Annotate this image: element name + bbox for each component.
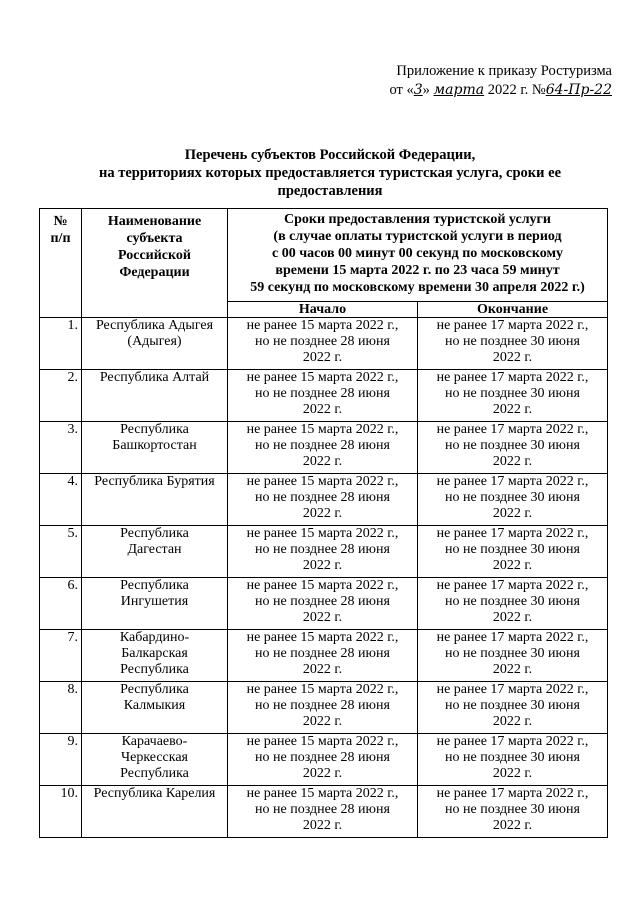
document-title — [70, 146, 590, 200]
appendix-line: Приложение к приказу Ростуризма — [396, 63, 612, 79]
cell-line: Башкортостан — [112, 438, 197, 453]
cell-line: 2022 г. — [302, 350, 343, 365]
title-line: предоставления — [277, 183, 383, 199]
cell-line: 2022 г. — [302, 714, 343, 729]
start-date-cell — [228, 318, 418, 370]
end-date-cell — [418, 370, 608, 422]
cell-line: не ранее 15 марта 2022 г., — [246, 786, 399, 801]
cell-line: но не позднее 28 июня — [255, 386, 390, 401]
cell-line: не ранее 15 марта 2022 г., — [246, 682, 399, 697]
cell-line: но не позднее 28 июня — [255, 646, 390, 661]
cell-line: но не позднее 30 июня — [445, 386, 580, 401]
table-row — [40, 318, 608, 370]
cell-line: Республика — [120, 682, 189, 697]
cell-line: но не позднее 28 июня — [255, 750, 390, 765]
order-date-line — [340, 81, 612, 100]
cell-line: Республика — [120, 662, 189, 677]
handwritten-month: марта — [433, 82, 485, 98]
cell-line: но не позднее 28 июня — [255, 802, 390, 817]
cell-line: Республика — [120, 578, 189, 593]
cell-line: Республика Алтай — [99, 370, 210, 385]
regions-table — [39, 208, 608, 838]
cell-line: Республика — [120, 766, 189, 781]
row-number: 10. — [40, 786, 82, 838]
cell-line: не ранее 15 марта 2022 г., — [246, 422, 399, 437]
end-date-cell — [418, 474, 608, 526]
header-line: п/п — [50, 231, 71, 246]
cell-line: не ранее 15 марта 2022 г., — [246, 630, 399, 645]
end-date-cell — [418, 734, 608, 786]
date-year: 2022 г. № — [487, 82, 546, 98]
cell-line: но не позднее 30 июня — [445, 490, 580, 505]
cell-line: Калмыкия — [123, 698, 186, 713]
cell-line: но не позднее 30 июня — [445, 334, 580, 349]
table-row — [40, 526, 608, 578]
start-date-cell — [228, 734, 418, 786]
cell-line: Республика Бурятия — [94, 474, 215, 489]
region-name-cell — [82, 682, 228, 734]
region-name-cell — [82, 474, 228, 526]
header-line: 59 секунд по московскому времени 30 апреля 2022 г.) — [250, 280, 585, 295]
cell-line: Республика Карелия — [93, 786, 216, 801]
row-number: 1. — [40, 318, 82, 370]
start-date-cell — [228, 422, 418, 474]
cell-line: 2022 г. — [302, 766, 343, 781]
cell-line: но не позднее 28 июня — [255, 334, 390, 349]
table-row — [40, 578, 608, 630]
row-number: 4. — [40, 474, 82, 526]
cell-line: Кабардино- — [119, 630, 190, 645]
column-header-region — [82, 209, 228, 318]
start-date-cell — [228, 578, 418, 630]
row-number: 5. — [40, 526, 82, 578]
cell-line: не ранее 15 марта 2022 г., — [246, 526, 399, 541]
cell-line: 2022 г. — [492, 766, 533, 781]
column-header-start: Начало — [228, 302, 418, 318]
row-number: 2. — [40, 370, 82, 422]
cell-line: Республика Адыгея — [95, 318, 214, 333]
cell-line: 2022 г. — [302, 818, 343, 833]
cell-line: не ранее 17 марта 2022 г., — [436, 630, 589, 645]
cell-line: но не позднее 30 июня — [445, 594, 580, 609]
end-date-cell — [418, 422, 608, 474]
cell-line: 2022 г. — [492, 714, 533, 729]
cell-line: Республика — [120, 526, 189, 541]
start-date-cell — [228, 682, 418, 734]
column-header-terms — [228, 209, 608, 302]
header-line: времени 15 марта 2022 г. по 23 часа 59 минут — [275, 263, 560, 278]
end-date-cell — [418, 630, 608, 682]
cell-line: но не позднее 30 июня — [445, 438, 580, 453]
cell-line: 2022 г. — [302, 402, 343, 417]
cell-line: не ранее 17 марта 2022 г., — [436, 786, 589, 801]
cell-line: но не позднее 30 июня — [445, 802, 580, 817]
cell-line: но не позднее 30 июня — [445, 750, 580, 765]
cell-line: 2022 г. — [492, 558, 533, 573]
cell-line: не ранее 17 марта 2022 г., — [436, 682, 589, 697]
end-date-cell — [418, 318, 608, 370]
cell-line: но не позднее 28 июня — [255, 698, 390, 713]
cell-line: не ранее 17 марта 2022 г., — [436, 318, 589, 333]
cell-line: не ранее 17 марта 2022 г., — [436, 526, 589, 541]
cell-line: не ранее 17 марта 2022 г., — [436, 578, 589, 593]
cell-line: но не позднее 28 июня — [255, 542, 390, 557]
row-number: 7. — [40, 630, 82, 682]
header-line: Российской — [118, 248, 191, 263]
table-row — [40, 474, 608, 526]
cell-line: Карачаево- — [121, 734, 188, 749]
start-date-cell — [228, 786, 418, 838]
cell-line: 2022 г. — [302, 610, 343, 625]
header-line: Сроки предоставления туристской услуги — [284, 212, 551, 227]
region-name-cell — [82, 578, 228, 630]
cell-line: не ранее 15 марта 2022 г., — [246, 578, 399, 593]
table-row — [40, 734, 608, 786]
cell-line: не ранее 15 марта 2022 г., — [246, 318, 399, 333]
table-row — [40, 786, 608, 838]
title-line: Перечень субъектов Российской Федерации, — [184, 147, 476, 163]
cell-line: не ранее 15 марта 2022 г., — [246, 370, 399, 385]
start-date-cell — [228, 526, 418, 578]
cell-line: но не позднее 30 июня — [445, 698, 580, 713]
cell-line: но не позднее 28 июня — [255, 490, 390, 505]
cell-line: 2022 г. — [492, 662, 533, 677]
header-line: № — [53, 214, 68, 229]
cell-line: не ранее 17 марта 2022 г., — [436, 734, 589, 749]
header-line: Федерации — [119, 265, 190, 280]
region-name-cell — [82, 318, 228, 370]
title-line: на территориях которых предоставляется туристская услуга, сроки ее — [98, 165, 562, 181]
header-line: субъекта — [126, 231, 183, 246]
cell-line: 2022 г. — [492, 402, 533, 417]
cell-line: 2022 г. — [492, 454, 533, 469]
cell-line: не ранее 17 марта 2022 г., — [436, 474, 589, 489]
cell-line: не ранее 15 марта 2022 г., — [246, 474, 399, 489]
region-name-cell — [82, 630, 228, 682]
header-line: с 00 часов 00 минут 00 секунд по московскому — [272, 246, 563, 261]
row-number: 9. — [40, 734, 82, 786]
cell-line: Республика — [120, 422, 189, 437]
cell-line: Дагестан — [127, 542, 182, 557]
cell-line: 2022 г. — [492, 506, 533, 521]
row-number: 8. — [40, 682, 82, 734]
table-row — [40, 370, 608, 422]
cell-line: Ингушетия — [120, 594, 189, 609]
region-name-cell — [82, 526, 228, 578]
end-date-cell — [418, 526, 608, 578]
region-name-cell — [82, 422, 228, 474]
cell-line: 2022 г. — [302, 558, 343, 573]
header-line: (в случае оплаты туристской услуги в период — [273, 229, 562, 244]
end-date-cell — [418, 578, 608, 630]
cell-line: но не позднее 28 июня — [255, 594, 390, 609]
column-header-end: Окончание — [418, 302, 608, 318]
handwritten-order-number: 64-Пр-22 — [545, 82, 612, 98]
table-row — [40, 630, 608, 682]
cell-line: но не позднее 30 июня — [445, 542, 580, 557]
cell-line: 2022 г. — [302, 454, 343, 469]
cell-line: 2022 г. — [302, 662, 343, 677]
cell-line: не ранее 17 марта 2022 г., — [436, 422, 589, 437]
cell-line: (Адыгея) — [127, 334, 182, 349]
cell-line: 2022 г. — [302, 506, 343, 521]
start-date-cell — [228, 630, 418, 682]
cell-line: но не позднее 28 июня — [255, 438, 390, 453]
cell-line: но не позднее 30 июня — [445, 646, 580, 661]
table-row — [40, 422, 608, 474]
column-header-number — [40, 209, 82, 318]
header-line: Наименование — [107, 214, 202, 229]
region-name-cell — [82, 734, 228, 786]
cell-line: 2022 г. — [492, 350, 533, 365]
end-date-cell — [418, 682, 608, 734]
start-date-cell — [228, 370, 418, 422]
row-number: 3. — [40, 422, 82, 474]
appendix-header — [340, 62, 612, 100]
handwritten-day: 3 — [413, 82, 423, 98]
end-date-cell — [418, 786, 608, 838]
cell-line: Черкесская — [121, 750, 188, 765]
region-name-cell — [82, 786, 228, 838]
cell-line: не ранее 17 марта 2022 г., — [436, 370, 589, 385]
cell-line: 2022 г. — [492, 818, 533, 833]
cell-line: 2022 г. — [492, 610, 533, 625]
date-separator: » — [422, 82, 430, 98]
cell-line: не ранее 15 марта 2022 г., — [246, 734, 399, 749]
start-date-cell — [228, 474, 418, 526]
table-row — [40, 682, 608, 734]
cell-line: Балкарская — [121, 646, 188, 661]
region-name-cell — [82, 370, 228, 422]
date-prefix: от « — [389, 82, 414, 98]
row-number: 6. — [40, 578, 82, 630]
